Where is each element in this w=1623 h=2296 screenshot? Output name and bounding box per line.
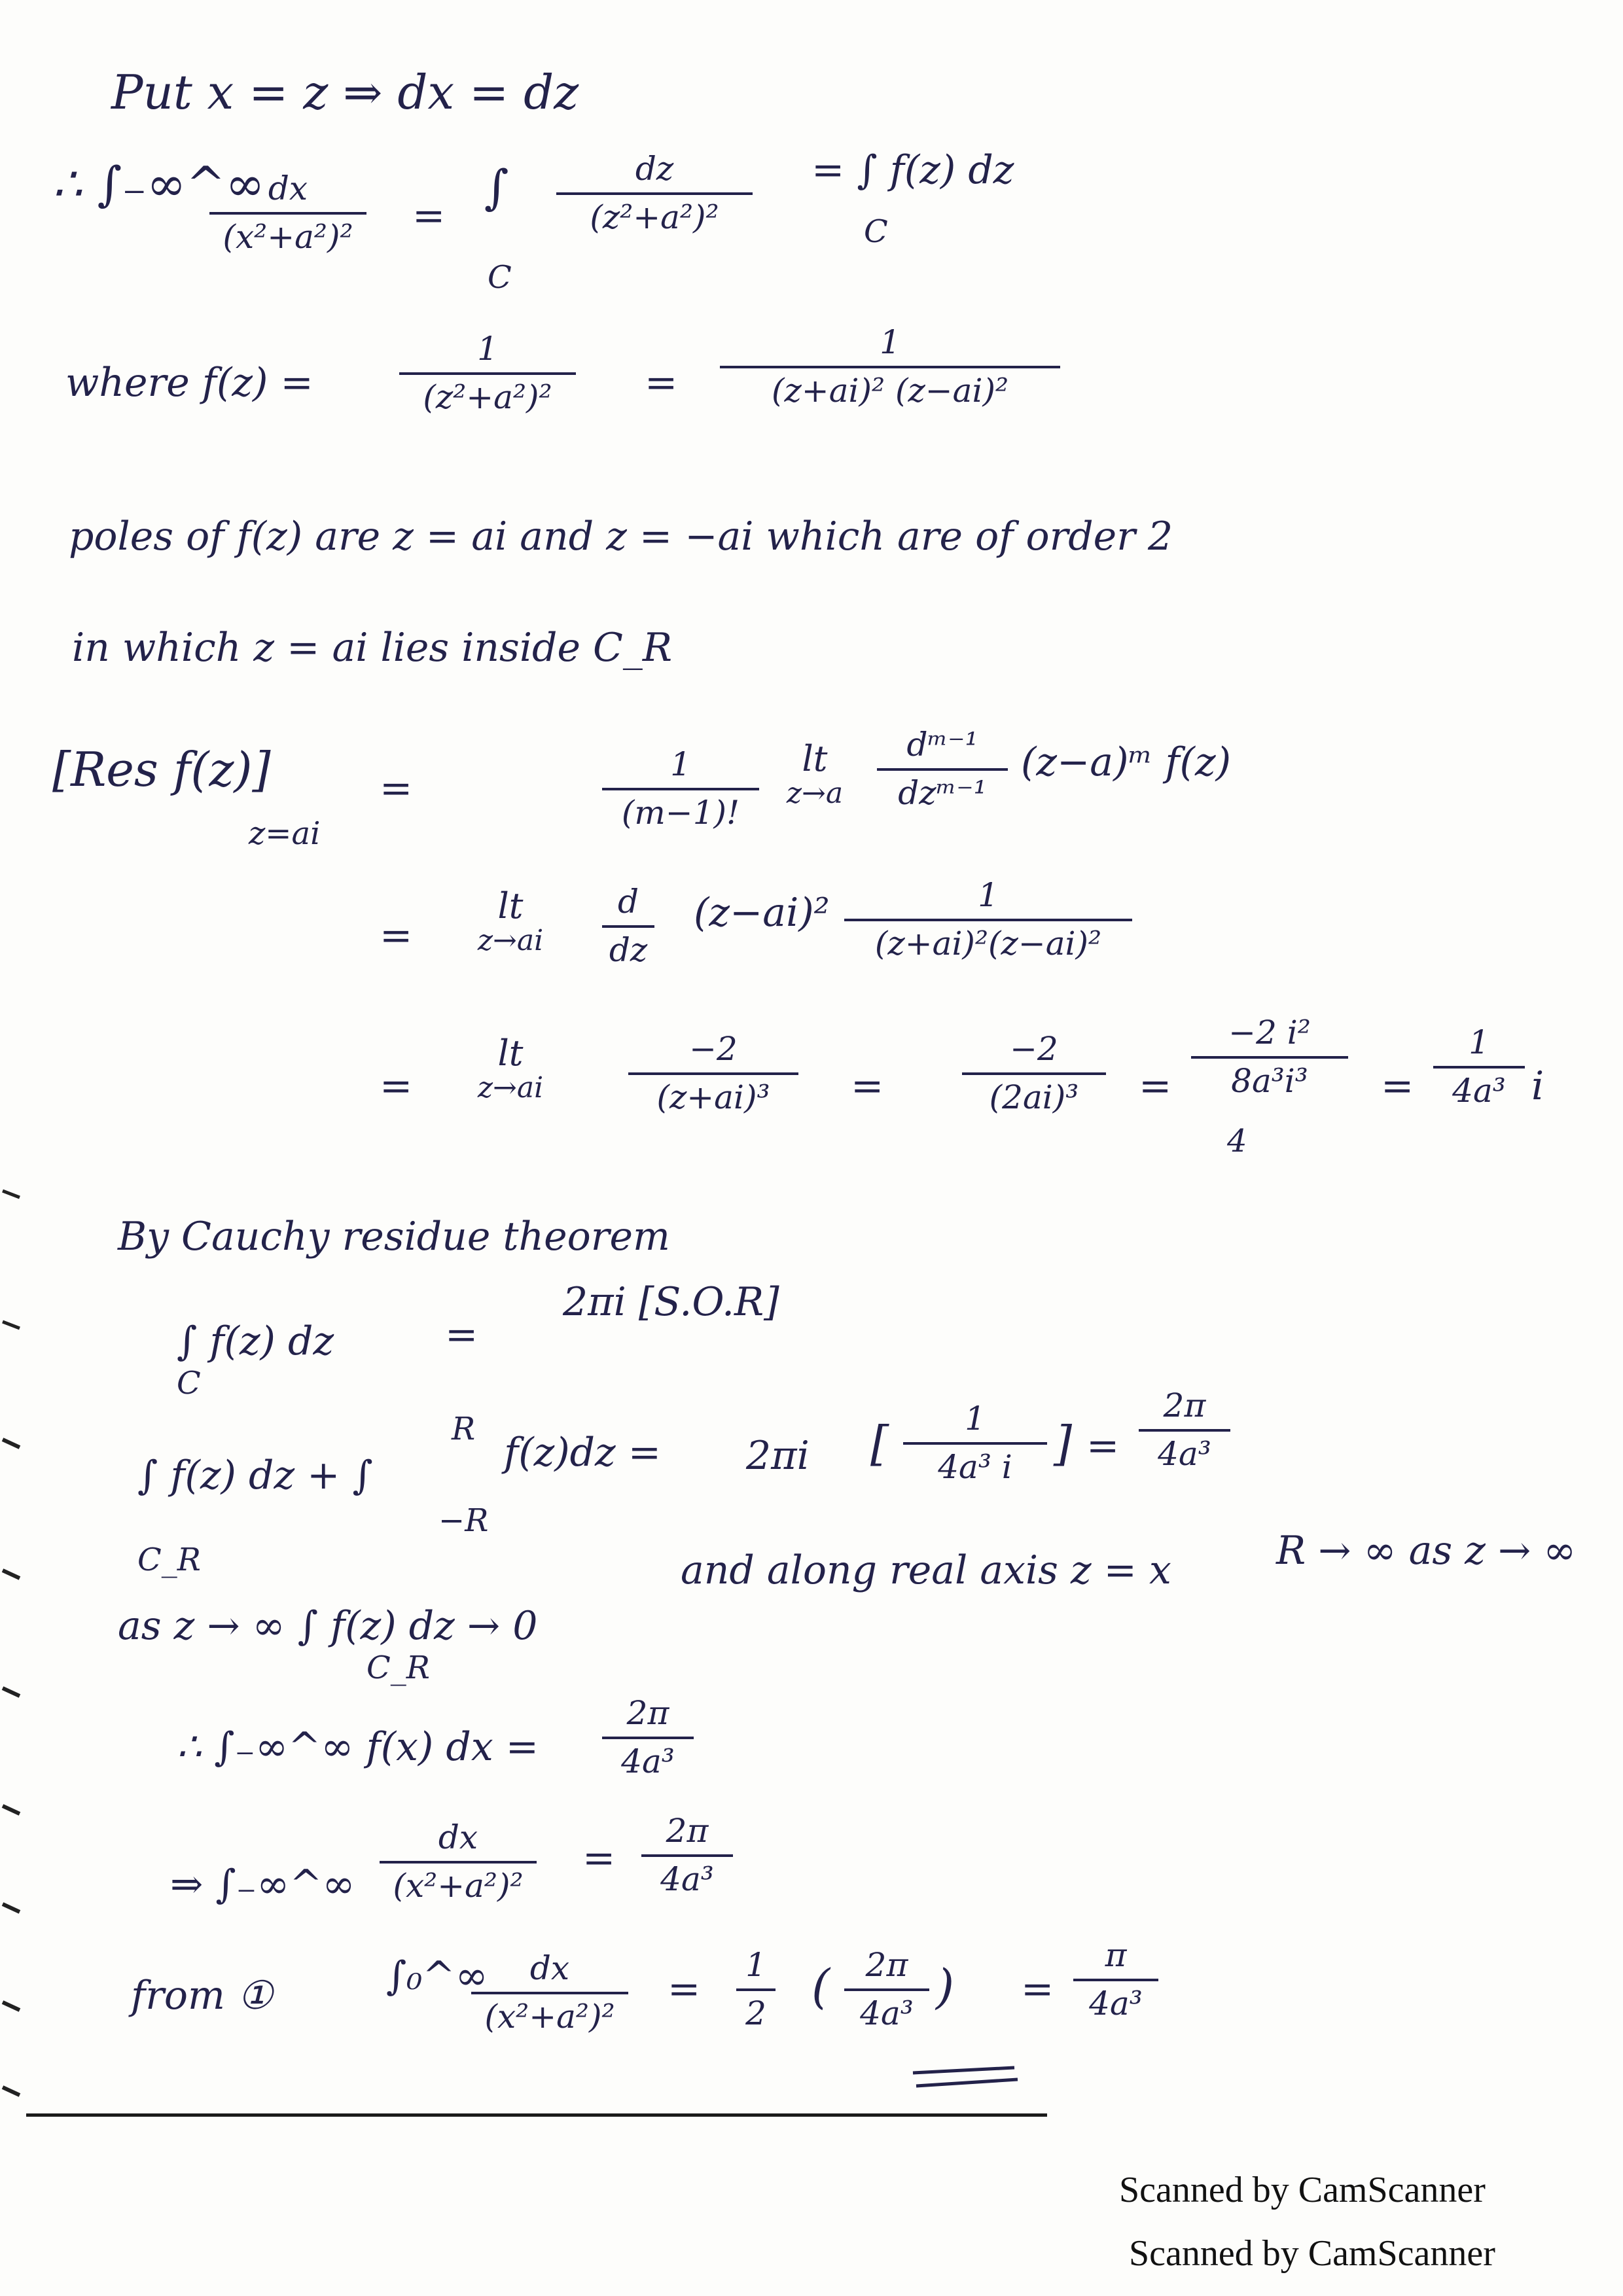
contour-label: C bbox=[488, 259, 512, 296]
frac-bar bbox=[602, 788, 759, 790]
equals-sign: = bbox=[1086, 1423, 1120, 1469]
frac-neg2i2-8a3i3 bbox=[1191, 1014, 1348, 1100]
frac-neg2-zai3 bbox=[628, 1031, 798, 1116]
fz-integral: = ∫ f(z) dz bbox=[812, 147, 1014, 193]
frac-bar bbox=[602, 925, 654, 928]
equals-sign: = bbox=[668, 1966, 701, 2012]
lower-limit-neg-r: −R bbox=[438, 1502, 489, 1539]
bracket-open: [ bbox=[870, 1416, 889, 1471]
cauchy-heading: By Cauchy residue theorem bbox=[118, 1214, 670, 1260]
frac-den: 4a³ bbox=[621, 1742, 675, 1780]
equals-sign: = bbox=[1021, 1966, 1054, 2012]
frac-bar bbox=[962, 1072, 1106, 1075]
equals-sign: = bbox=[1139, 1063, 1172, 1109]
line-put: Put x = z ⇒ dx = dz bbox=[111, 65, 579, 120]
frac-bar bbox=[628, 1072, 798, 1075]
binding-marks bbox=[0, 1152, 26, 2133]
scanner-watermark: Scanned by CamScanner bbox=[1119, 2170, 1486, 2210]
frac-2pi-4a3 bbox=[844, 1947, 929, 2032]
where-fz: where f(z) = bbox=[65, 360, 313, 406]
frac-dx-x2a2 bbox=[209, 170, 366, 256]
frac-num: 1 bbox=[477, 330, 498, 368]
sum-of-residues: 2πi [S.O.R] bbox=[563, 1279, 779, 1325]
frac-num: 2π bbox=[626, 1694, 669, 1732]
frac-num: 2π bbox=[666, 1812, 709, 1850]
frac-num: −2 bbox=[1010, 1030, 1058, 1068]
frac-bar bbox=[736, 1988, 776, 1991]
frac-den: 4a³ bbox=[660, 1860, 714, 1898]
frac-dz-z2a2 bbox=[556, 150, 753, 236]
frac-den: (x²+a²)² bbox=[223, 217, 353, 256]
frac-num: 2π bbox=[1163, 1386, 1206, 1424]
frac-den: 4a³ bbox=[1089, 1984, 1143, 2022]
frac-num: −2 i² bbox=[1228, 1014, 1311, 1051]
frac-den: 2 bbox=[745, 1994, 766, 2032]
frac-bar bbox=[1139, 1429, 1230, 1432]
contour-label-cr: C_R bbox=[137, 1542, 201, 1578]
frac-bar bbox=[602, 1737, 694, 1739]
frac-num: 2π bbox=[865, 1946, 908, 1984]
frac-dx-x2a2 bbox=[380, 1819, 537, 1905]
frac-den: (z+ai)³ bbox=[656, 1078, 770, 1116]
zam-fz: (z−a)ᵐ f(z) bbox=[1021, 739, 1231, 785]
frac-bar bbox=[877, 768, 1008, 771]
za-squared: (z−ai)² bbox=[694, 890, 830, 936]
equals-sign: = bbox=[582, 1835, 616, 1881]
frac-den: 8a³i³ bbox=[1231, 1061, 1308, 1100]
limit-z-to-a bbox=[766, 739, 864, 810]
frac-num: 1 bbox=[880, 323, 901, 361]
frac-bar bbox=[1433, 1066, 1525, 1069]
final-underline bbox=[910, 2061, 1021, 2094]
limit-symbol: lt bbox=[802, 738, 828, 779]
contour-label-cr: C_R bbox=[366, 1650, 430, 1686]
frac-num: d bbox=[617, 883, 639, 921]
contour-integral: ∫ bbox=[484, 160, 509, 215]
frac-bar bbox=[903, 1442, 1047, 1445]
page-bottom-edge bbox=[26, 2113, 1047, 2117]
residue-label: [Res f(z)] bbox=[52, 742, 271, 797]
frac-derivative bbox=[877, 726, 1008, 812]
upper-limit-r: R bbox=[452, 1411, 476, 1447]
frac-num: 1 bbox=[978, 876, 999, 914]
frac-den: (z+ai)² (z−ai)² bbox=[771, 371, 1009, 410]
frac-num: 1 bbox=[670, 745, 691, 783]
therefore-integral: ∴ ∫₋∞^∞ f(x) dx = bbox=[177, 1724, 539, 1770]
equals-sign: = bbox=[380, 1063, 413, 1109]
frac-den: dz bbox=[609, 930, 648, 969]
frac-bar bbox=[844, 919, 1132, 921]
paren-open: ( bbox=[812, 1959, 830, 2014]
cancel-four: 4 bbox=[1227, 1123, 1247, 1159]
frac-bar bbox=[641, 1854, 733, 1857]
limit-subscript: z→ai bbox=[477, 924, 544, 958]
frac-2pi-4a3 bbox=[641, 1812, 733, 1898]
contour-integral-c: ∫ f(z) dz bbox=[177, 1318, 334, 1364]
frac-one-z2a2 bbox=[399, 330, 576, 416]
frac-bar bbox=[399, 372, 576, 375]
frac-num: 1 bbox=[745, 1946, 766, 1984]
real-axis-note: and along real axis z = x bbox=[681, 1547, 1171, 1593]
residue-subscript: z=ai bbox=[249, 815, 321, 852]
frac-2pi-4a3 bbox=[602, 1695, 694, 1780]
frac-bar bbox=[471, 1992, 628, 1994]
paren-close: ) bbox=[936, 1959, 955, 2014]
frac-den: dzᵐ⁻¹ bbox=[898, 773, 987, 812]
frac-one-factored2 bbox=[844, 877, 1132, 963]
frac-den: 4a³ i bbox=[938, 1447, 1012, 1486]
poles-statement: poles of f(z) are z = ai and z = −ai which are of order 2 bbox=[69, 514, 1173, 559]
frac-dx-x2a2 bbox=[471, 1950, 628, 2036]
frac-bar bbox=[556, 192, 753, 195]
limit-z-to-ai bbox=[445, 1034, 576, 1104]
frac-bar bbox=[380, 1861, 537, 1863]
frac-one-4a3 bbox=[1433, 1024, 1525, 1110]
integral-lhs: ∴ ∫₋∞^∞ bbox=[52, 156, 265, 211]
frac-num: 1 bbox=[965, 1400, 986, 1438]
frac-den: (2ai)³ bbox=[989, 1078, 1079, 1116]
equals-sign: = bbox=[1381, 1063, 1414, 1109]
frac-one-m1fact bbox=[602, 746, 759, 832]
implies-integral: ⇒ ∫₋∞^∞ bbox=[170, 1862, 355, 1907]
frac-bar bbox=[1073, 1979, 1158, 1981]
frac-num: −2 bbox=[689, 1030, 738, 1068]
frac-den: (z²+a²)² bbox=[590, 198, 719, 236]
bracket-close: ] bbox=[1054, 1416, 1073, 1471]
equals-sign: = bbox=[445, 1312, 478, 1358]
from-equation-1: from ① bbox=[131, 1973, 273, 2019]
fz-dz: f(z)dz = bbox=[504, 1430, 661, 1475]
limit-symbol: lt bbox=[497, 885, 524, 927]
frac-num: dx bbox=[529, 1949, 570, 1987]
frac-den: (x²+a²)² bbox=[484, 1997, 615, 2036]
r-to-infinity: R → ∞ as z → ∞ bbox=[1276, 1528, 1577, 1574]
equals-sign: = bbox=[380, 766, 413, 811]
equals-sign: = bbox=[380, 913, 413, 959]
limit-symbol: lt bbox=[497, 1033, 524, 1074]
frac-bar bbox=[844, 1988, 929, 1991]
equals-sign: = bbox=[645, 360, 678, 406]
frac-2pi-4a3 bbox=[1139, 1387, 1230, 1473]
frac-one-4a3i bbox=[903, 1400, 1047, 1486]
frac-num: 1 bbox=[1469, 1023, 1489, 1061]
frac-den: (x²+a²)² bbox=[393, 1866, 524, 1905]
frac-den: (m−1)! bbox=[621, 793, 740, 832]
frac-num: dᵐ⁻¹ bbox=[906, 726, 978, 764]
imaginary-i: i bbox=[1531, 1063, 1544, 1109]
frac-one-factored bbox=[720, 324, 1060, 410]
frac-den: 4a³ bbox=[860, 1994, 914, 2032]
frac-neg2-2ai3 bbox=[962, 1031, 1106, 1116]
frac-num: dx bbox=[268, 169, 308, 207]
frac-den: (z+ai)²(z−ai)² bbox=[874, 924, 1102, 963]
frac-d-dz bbox=[602, 883, 654, 969]
integral-0-inf: ∫₀^∞ bbox=[386, 1953, 488, 1999]
frac-num: dz bbox=[635, 150, 674, 188]
split-integral: ∫ f(z) dz + ∫ bbox=[137, 1453, 373, 1498]
frac-bar bbox=[1191, 1056, 1348, 1059]
frac-num: dx bbox=[438, 1818, 478, 1856]
equals-sign: = bbox=[851, 1063, 884, 1109]
limit-z-to-ai bbox=[445, 887, 576, 957]
scanner-watermark: Scanned by CamScanner bbox=[1129, 2233, 1495, 2274]
two-pi-i: 2πi bbox=[746, 1433, 810, 1479]
frac-one-half bbox=[736, 1947, 776, 2032]
frac-den: 4a³ bbox=[1452, 1071, 1506, 1110]
contour-label: C bbox=[864, 213, 888, 250]
frac-den: (z²+a²)² bbox=[423, 378, 552, 416]
limit-subscript: z→a bbox=[786, 777, 844, 811]
vanishing-integral: as z → ∞ ∫ f(z) dz → 0 bbox=[118, 1603, 538, 1649]
limit-subscript: z→ai bbox=[477, 1071, 544, 1105]
frac-bar bbox=[209, 212, 366, 215]
frac-num: π bbox=[1105, 1936, 1127, 1974]
equals-sign: = bbox=[412, 193, 446, 239]
frac-den: 4a³ bbox=[1158, 1434, 1211, 1473]
inside-statement: in which z = ai lies inside C_R bbox=[72, 625, 673, 671]
contour-label: C bbox=[177, 1365, 201, 1402]
frac-bar bbox=[720, 366, 1060, 368]
frac-pi-4a3 bbox=[1073, 1937, 1158, 2022]
